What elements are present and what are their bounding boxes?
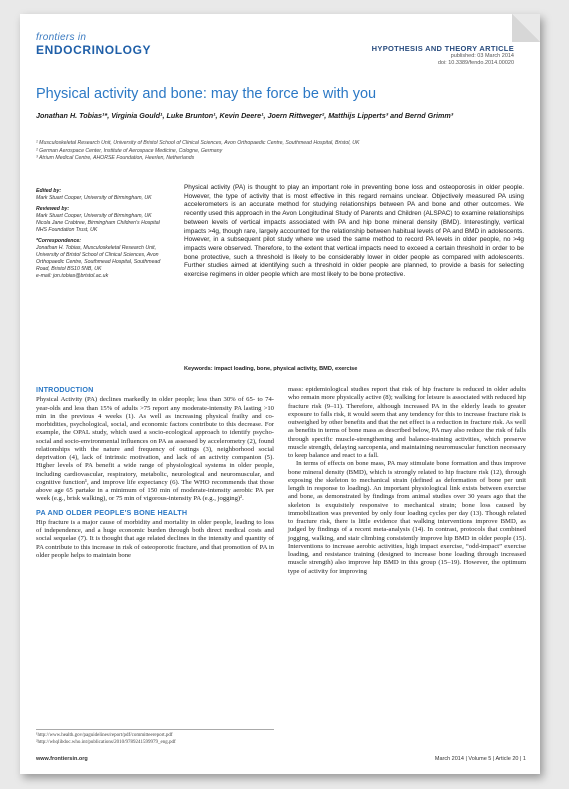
- affiliation-3: ³ Atrium Medical Centre, AHORSE Foundation, Heerlen, Netherlands: [36, 155, 195, 161]
- editorial-sidebar: [36, 184, 166, 280]
- footnotes: [36, 729, 274, 746]
- body-column-right: [288, 386, 526, 576]
- body-column-left: [36, 386, 274, 560]
- footer-citation: March 2014 | Volume 5 | Article 20 | 1: [434, 756, 526, 762]
- journal-logo-line2: ENDOCRINOLOGY: [36, 43, 152, 57]
- correspondence-address: Jonathan H. Tobias, Musculoskeletal Research Unit, University of Bristol School of Clinical Sciences, Avon Orthopaedic Centre, Southmead Hospital, Southmead Road, Bristol BS10 5NB, UK: [36, 245, 161, 272]
- keywords-list: impact loading, bone, physical activity, BMD, exercise: [214, 366, 358, 372]
- keywords: [184, 366, 524, 372]
- footer-url[interactable]: www.frontiersin.org: [36, 756, 88, 762]
- abstract: Physical activity (PA) is thought to play an important role in preventing bone loss and osteoporosis in older people. However, the type of activity that is most effective in this regard remains unclear. Objectively measured PA using accelerometers is an accurate method for studying relationships between PA and bone and other outcomes. We recently used this approach in the Avon Longitudinal Study of Parents and Children (ALSPAC) to examine relationships between levels of vertical impacts associated with PA and hip bone mineral density (BMD). Interestingly, vertical impacts >4g, though rare, largely accounted for the relationship between habitual levels of PA and BMD in adolescents. However, in a subsequent pilot study where we used the same method to record PA levels in older people, no >4g impacts were observed. Therefore, to the extent that vertical impacts need to exceed a certain threshold in order to be bone protective, such a threshold is likely to be considerably lower in older people as compared with adolescents. Further studies aimed at identifying such a threshold in older people are planned, to provide a basis for selecting exercise regimens in older people which are most likely to be bone protective.: [184, 184, 524, 279]
- reviewer-2: Nicola Jane Crabtree, Birmingham Children's Hospital NHS Foundation Trust, UK: [36, 220, 160, 233]
- section-heading-pa-bone-health: PA AND OLDER PEOPLE'S BONE HEALTH: [36, 507, 188, 517]
- keywords-label: Keywords:: [184, 366, 213, 372]
- author-list: Jonathan H. Tobias¹*, Virginia Gould¹, Luke Brunton¹, Kevin Deere¹, Joern Rittweger², Matthijs Lipperts³ and Bernd Grimm³: [36, 111, 454, 120]
- journal-logo[interactable]: [36, 32, 151, 57]
- correspondence-email[interactable]: e-mail: jon.tobias@bristol.ac.uk: [36, 273, 109, 279]
- paper-title: Physical activity and bone: may the force be with you: [36, 86, 377, 102]
- affiliation-1: ¹ Musculoskeletal Research Unit, University of Bristol School of Clinical Sciences, Avon Orthopaedic Centre, Southmead Hospital, Bristol, UK: [36, 140, 360, 146]
- paragraph: In terms of effects on bone mass, PA may stimulate bone formation and thus improve bone mineral density (BMD), which is strongly related to hip fracture risk (12), through exposing the skeleton to mechanical strain (defined as deformation of bone per unit length in response to loading). An important physiological link exists between exercise and bone, as demonstrated by findings from animal studies over 30 years ago that the skeleton is exquisitely responsive to mechanical strain; bone loss caused by immobilization was prevented by only four loading cycles per day (13). Though related to fracture risk, there is little evidence that walking interventions improve BMD, as judged by findings of a recent meta-analysis (14). In contrast, protocols that combined jogging, walking, and stair climbing consistently improve hip BMD in older people (15). Interventions to increase aerobic activities, high impact exercise, “odd-impact” exercise loading, and resistance training (designed to increase bone loading through increased muscle strength) also improve hip BMD in this group (15–19). However, the optimum type of activity for improving: [288, 460, 526, 575]
- article-header: [372, 44, 514, 67]
- footnote-2[interactable]: ²http://whqlibdoc.who.int/publications/2010/9789241599979_eng.pdf: [36, 740, 176, 745]
- edited-by-label: Edited by:: [36, 188, 62, 194]
- page-corner-fold: [512, 14, 540, 42]
- paragraph: mass: epidemiological studies report that risk of hip fracture is reduced in older adults who remain more physically active (8); walking for leisure is associated with reduced hip fracture risk (9–11). Therefore, although increased PA in the elderly leads to greater exposure to falls risk, it would seem that any tendency for this to increase fracture risk is outweighed by other benefits and that the net effect is a reduction in fracture risk. As well as benefits in terms of bone mass as described below, PA may also reduce the risk of falls through specific muscle-strengthening and balance-training activities, which preserve muscle strength, delaying sarcopenia, and maintaining neuromuscular function necessary to keep balance and react to a fall.: [288, 386, 526, 459]
- reviewed-by-label: Reviewed by:: [36, 206, 70, 212]
- doi[interactable]: doi: 10.3389/fendo.2014.00020: [437, 60, 514, 66]
- published-date: published: 03 March 2014: [450, 53, 514, 59]
- section-heading-introduction: INTRODUCTION: [36, 385, 94, 394]
- journal-logo-line1: frontiers in: [36, 32, 87, 43]
- paper-page: [20, 14, 540, 774]
- edited-by-value: Mark Stuart Cooper, University of Birmingham, UK: [36, 195, 152, 201]
- paragraph: Physical Activity (PA) declines markedly in older people; less than 30% of 65- to 74-year-olds and less than 15% of adults >75 report any moderate-intensity PA lasting >10 min in the previous 4 weeks (1). As well as increasing physical frailty and co-morbidities, psychological, social, and economic factors contribute to this decrease. For example, the OPAL study, which used a socio-ecological approach to identify psycho-social and socio-environmental influences on PA as assessed by accelerometry (2), found relationships with the nature and frequency of outings (3), neighborhood social deprivation (4), lack of intrinsic motivation, and lack of an activity companion (5). Higher levels of PA benefit a wide range of physiological systems in older people, including cardiovascular, respiratory, metabolic, neurological and neuromuscular, and cognitive function¹, and improve life expectancy (6). The WHO recommends that those above age 65 partake in a minimum of 150 min of moderate-intensity aerobic PA per week (e.g., brisk walking), or 75 min of vigorous-intensity PA (e.g., jogging)².: [36, 396, 274, 503]
- article-type: HYPOTHESIS AND THEORY ARTICLE: [371, 44, 514, 53]
- affiliations: [36, 140, 516, 163]
- footnote-1[interactable]: ¹http://www.health.gov/paguidelines/report/pdf/committeereport.pdf: [36, 733, 173, 738]
- reviewer-1: Mark Stuart Cooper, University of Birmingham, UK: [36, 213, 152, 219]
- paragraph: Hip fracture is a major cause of morbidity and mortality in older people, leading to loss of independence, and a huge economic burden through both direct medical costs and social sequelae (7). It is thought that age related declines in the intensity and quantity of PA contribute to this increase in risk of osteoporotic fracture, and that promotion of PA in older people helps to maintain bone: [36, 518, 274, 559]
- correspondence-label: *Correspondence:: [36, 238, 81, 244]
- affiliation-2: ² German Aerospace Center, Institute of Aerospace Medicine, Cologne, Germany: [36, 147, 223, 154]
